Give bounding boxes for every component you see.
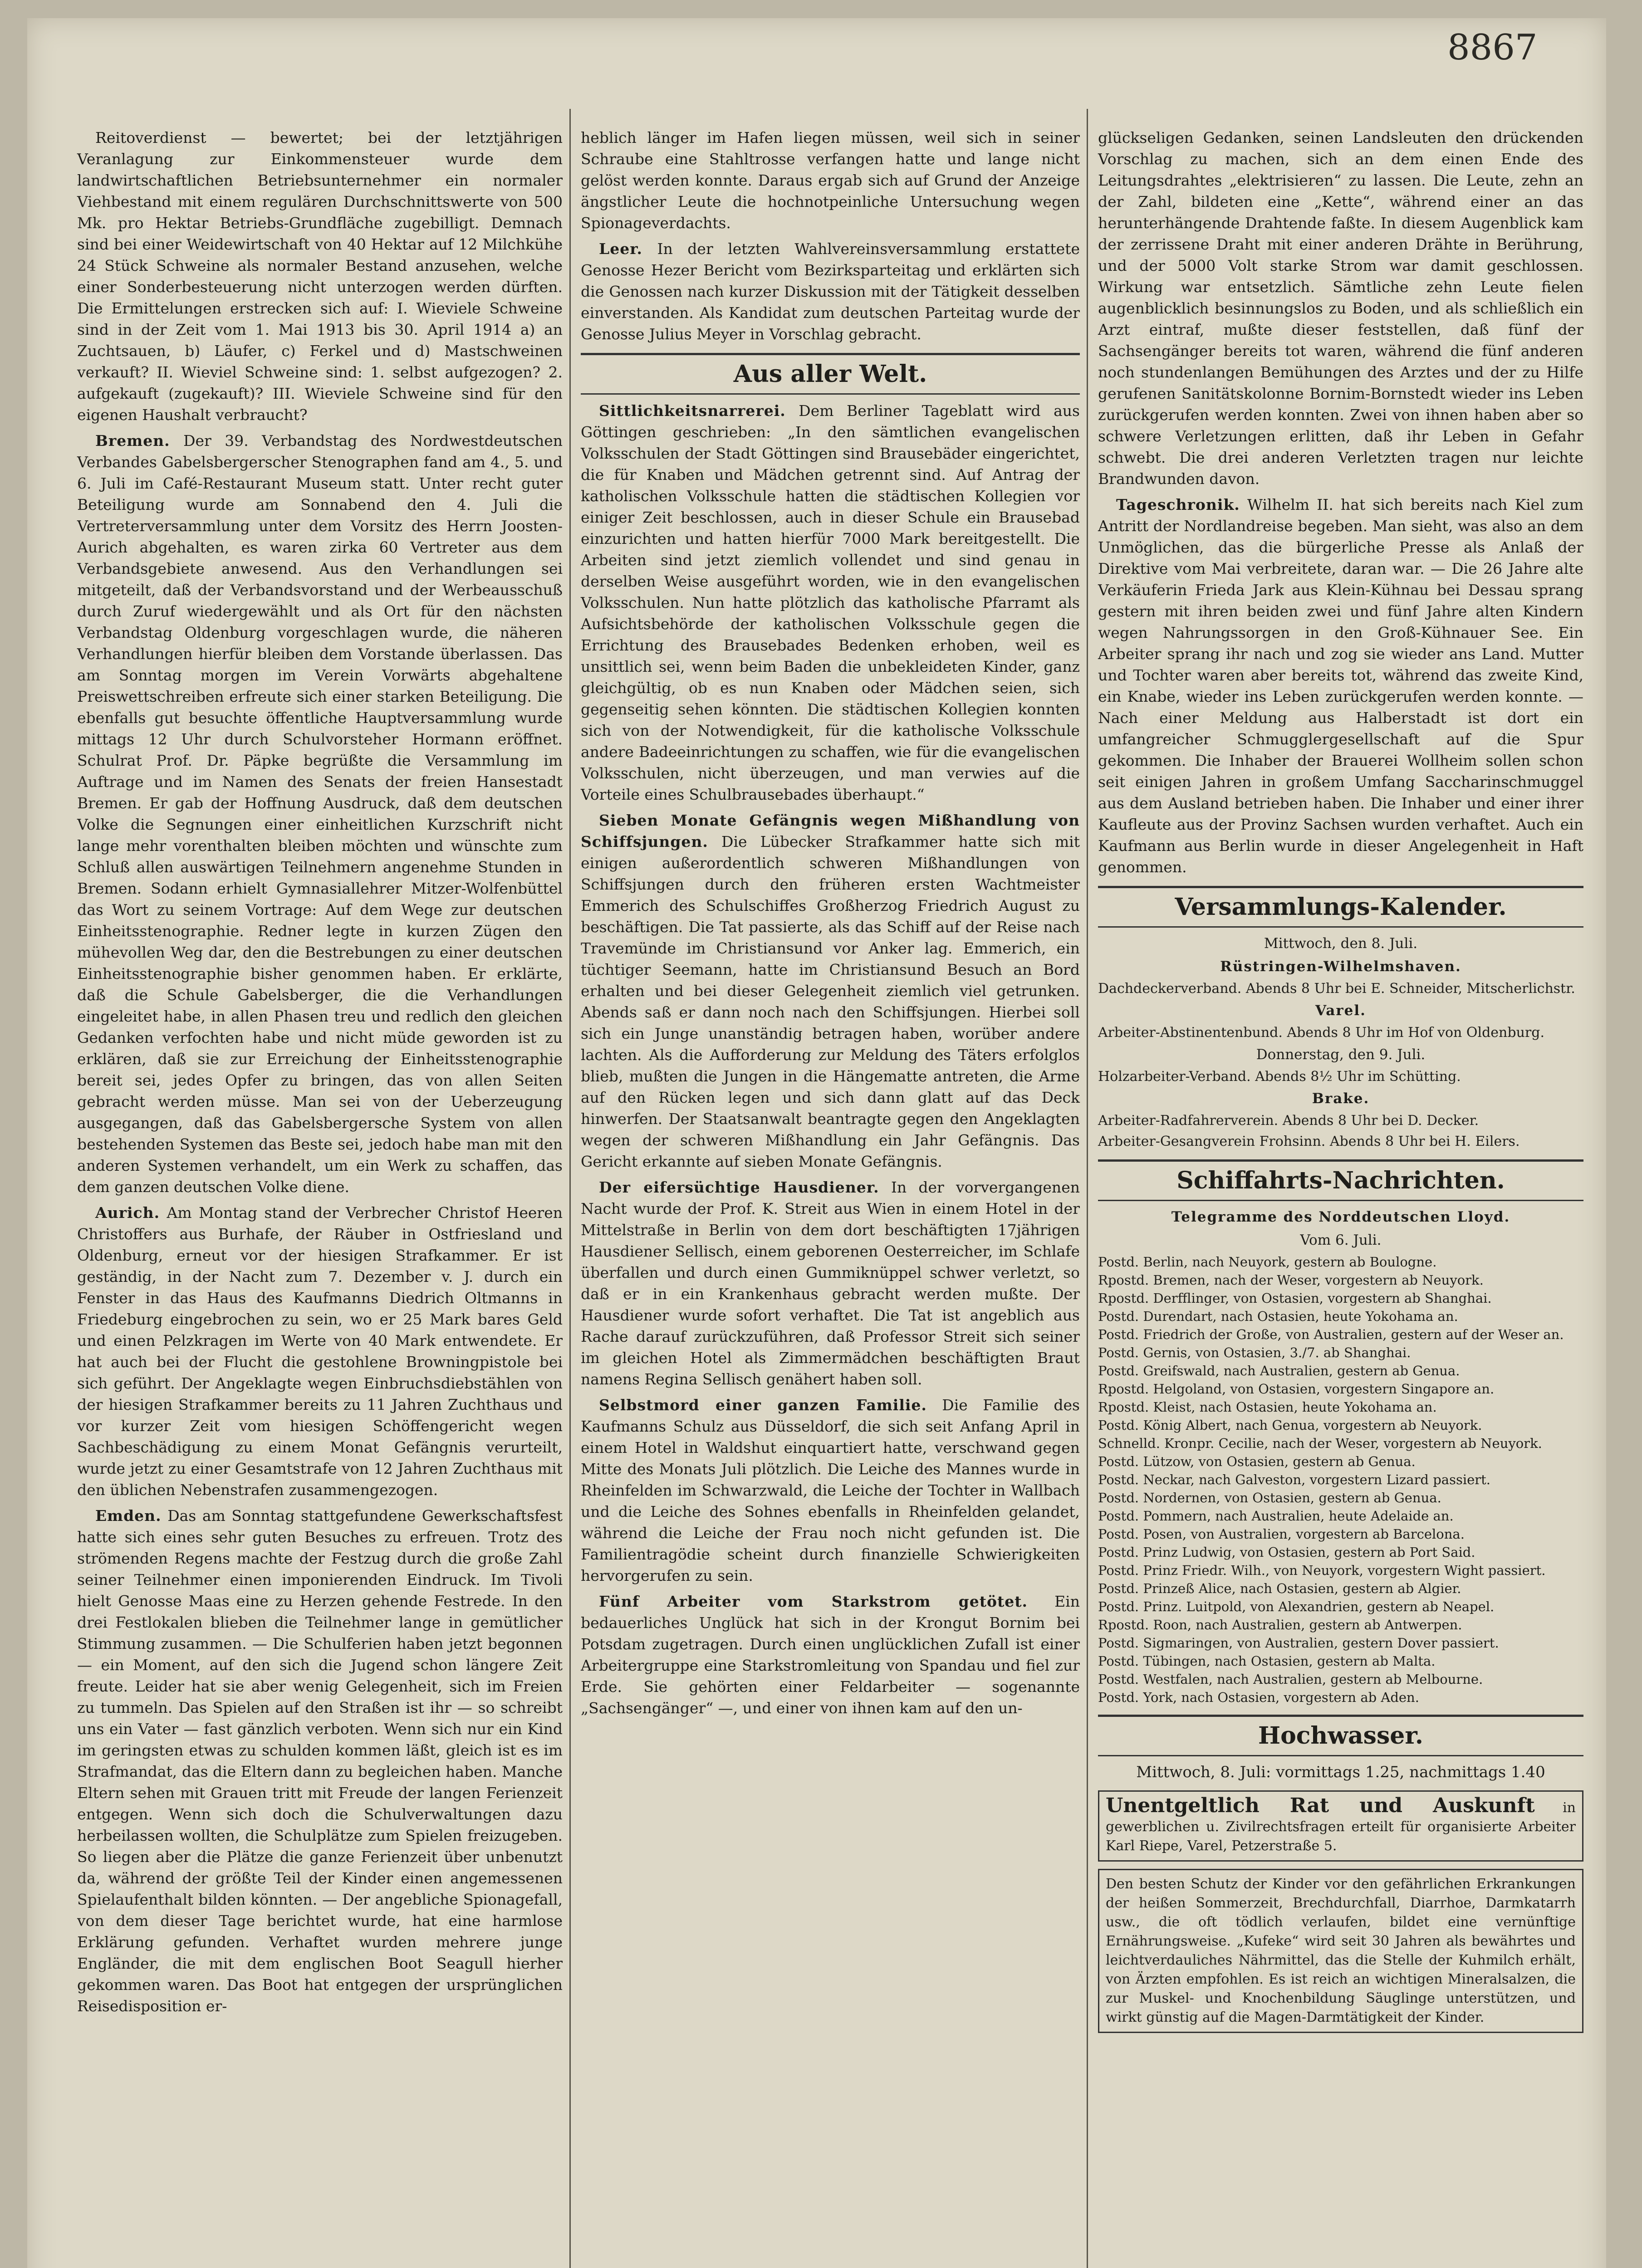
article-tageschronik: Tageschronik. Wilhelm II. hat sich bereits nach Kiel zum Antritt der Nordlandreise begeben. Man sieht, was also an dem Unmöglichen, das die bürgerliche Presse als Anlaß der Direktive vom Mai verbreitete, daran war. — Die 26 Jahre alte Verkäuferin Frieda Jark aus Klein-Kühnau bei Dessau sprang gestern mit ihren beiden zwei und fünf Jahre alten Kindern wegen Nahrungssorgen in den Groß-Kühnauer See. Ein Arbeiter sprang ihr nach und zog sie wieder ans Land. Mutter und Tochter waren aber bereits tot, während das zweite Kind, ein Knabe, wieder ins Leben zurückgerufen werden konnte. — Nach einer Meldung aus Halberstadt ist dort ein umfangreicher Schmugglergesellschaft auf die Spur gekommen. Die Inhaber der Brauerei Wollheim sollen schon seit einigen Jahren in großem Umfang Saccharinschmuggel aus dem Ausland betrieben haben. Die Inhaber und einer ihrer Kaufleute aus der Provinz Sachsen wurden verhaftet. Auch ein Kaufmann aus Berlin wurde in dieser Angelegenheit in Haft genommen. [1098,496,1583,876]
kalender-day: Donnerstag, den 9. Juli. [1256,1046,1426,1063]
column-1 [77,127,563,2021]
kalender-entry: Holzarbeiter-Verband. Abends 8½ Uhr im Schütting. [1098,1069,1461,1085]
advertisement-kufeke [1098,1869,1583,2033]
article-continuation: heblich länger im Hafen liegen müssen, weil sich in seiner Schraube eine Stahltrosse verfangen hatte und lange nicht gelöst werden konnte. Daraus ergab sich auf Grund der Anzeige ängstlicher Leute die hochnotpeinliche Untersuchung wegen Spionageverdachts. [581,129,1080,232]
schiffahrt-line: Postd. Berlin, nach Neuyork, gestern ab Boulogne. [1098,1254,1437,1270]
hochwasser-header: Hochwasser. [1098,1715,1583,1756]
schiffahrt-line: Postd. Nordernen, von Ostasien, gestern ab Genua. [1098,1490,1441,1505]
article-leer: Leer. In der letzten Wahlvereinsversammlung erstattete Genosse Hezer Bericht vom Bezirksparteitag und erklärten sich die Genossen nach kurzer Diskussion mit der Tätigkeit desselben einverstanden. Als Kandidat zum deutschen Parteitag wurde der Genosse Julius Meyer in Vorschlag gebracht. [581,240,1080,343]
article-emden: Emden. Das am Sonntag stattgefundene Gewerkschaftsfest hatte sich eines sehr guten Besuches zu erfreuen. Trotz des strömenden Regens machte der Festzug durch die große Zahl seiner Teilnehmer einen imponierenden Eindruck. Im Tivoli hielt Genosse Maas eine zu Herzen gehende Festrede. In den drei Festlokalen blieben die Teilnehmer lange in gemütlicher Stimmung zusammen. — Die Schulferien haben jetzt begonnen — ein Moment, auf den sich die Jugend schon längere Zeit freute. Leider hat sie aber wenig Gelegenheit, sich im Freien zu tummeln. Das Spielen auf den Straßen ist ihr — so schreibt uns ein Vater — fast gänzlich verboten. Wenn sich nur ein Kind im geringsten etwas zu schulden kommen läßt, gleich ist es im Strafmandat, das die Eltern dann zu begleichen haben. Manche Eltern sehen mit Grauen tritt mit Freude der langen Ferienzeit entgegen. Wenn sich doch die Schulverwaltungen dazu herbeilassen wollten, die Schulplätze zum Spielen freizugeben. So liegen aber die Plätze die ganze Ferienzeit über unbenutzt da, während der größte Teil der Kinder einen angemessenen Spielaufenthalt bilden könnten. — Der angebliche Spionagefall, von dem dieser Tage berichtet wurde, hat eine harmlose Erklärung gefunden. Verhaftet wurden mehrere junge Engländer, die mit dem englischen Boot Seagull hierher gekommen waren. Das Boot hat entgegen der ursprünglichen Reisedisposition er- [77,1507,563,2015]
schiffahrt-line: Postd. Pommern, nach Australien, heute Adelaide an. [1098,1508,1454,1524]
schiffahrt-line: Postd. Prinz. Luitpold, von Alexandrien, gestern ab Neapel. [1098,1599,1495,1614]
column-3 [1098,127,1583,2033]
schiffahrt-line: Rpostd. Kleist, nach Ostasien, heute Yokohama an. [1098,1399,1437,1415]
advertisement-rat [1098,1790,1583,1862]
schiffahrt-line: Rpostd. Helgoland, von Ostasien, vorgestern Singapore an. [1098,1381,1495,1397]
section-header: Aus aller Welt. [581,353,1080,395]
column-rule [1087,109,1088,2268]
schiffahrt-line: Postd. Posen, von Australien, vorgestern ab Barcelona. [1098,1526,1465,1542]
kalender-city: Brake. [1312,1090,1370,1107]
kalender-entry: Arbeiter-Gesangverein Frohsinn. Abends 8 Uhr bei H. Eilers. [1098,1134,1520,1149]
schiffahrt-line: Postd. Friedrich der Große, von Australien, gestern auf der Weser an. [1098,1327,1564,1342]
kalender-day: Mittwoch, den 8. Juli. [1264,935,1418,952]
schiffahrt-header: Schiffahrts-Nachrichten. [1098,1159,1583,1201]
kalender-entry: Arbeiter-Abstinentenbund. Abends 8 Uhr im Hof von Oldenburg. [1098,1025,1544,1041]
kalender-city: Rüstringen-Wilhelmshaven. [1220,958,1461,975]
article-item: Der eifersüchtige Hausdiener. In der vorvergangenen Nacht wurde der Prof. K. Streit aus Wien in einem Hotel in der Mittelstraße in Berlin von dem dort beschäftigten 17jährigen Hausdiener Sellisch, einem geborenen Oesterreicher, im Schlafe überfallen und durch einen Gummiknüppel schwer verletzt, so daß er in ein Krankenhaus gebracht werden mußte. Der Hausdiener wurde sofort verhaftet. Die Tat ist angeblich aus Rache darauf zurückzuführen, daß Professor Streit sich seiner im gleichen Hotel als Zimmermädchen beschäftigten Braut namens Regina Sellisch genähert haben soll. [581,1178,1080,1388]
kalender-entry: Dachdeckerverband. Abends 8 Uhr bei E. Schneider, Mitscherlichstr. [1098,981,1575,997]
column-rule [569,109,571,2268]
ad-text: in gewerblichen u. Zivilrechtsfragen erteilt für organisierte Arbeiter Karl Riepe, Varel, Petzerstraße 5. [1106,1800,1576,1854]
schiffahrt-line: Postd. Gernis, von Ostasien, 3./7. ab Shanghai. [1098,1345,1411,1360]
schiffahrt-line: Postd. Prinz Friedr. Wilh., von Neuyork, vorgestern Wight passiert. [1098,1563,1546,1578]
article-continuation: glückseligen Gedanken, seinen Landsleuten den drückenden Vorschlag zu machen, sich an dem einen Ende des Leitungsdrahtes „elektrisieren“ zu lassen. Die Leute, zehn an der Zahl, bildeten eine „Kette“, während einer an das herunterhängende Drahtende faßte. In diesem Augenblick kam der zerrissene Draht mit einer anderen Drähte in Berührung, und der 5000 Volt starke Strom war damit geschlossen. Wirkung war entsetzlich. Sämtliche zehn Leute fielen augenblicklich besinnungslos zu Boden, und als schließlich ein Arzt eintraf, mußte dieser feststellen, daß fünf der Sachsengänger bereits tot waren, während die fünf anderen noch stundenlangen Bemühungen des Arztes und der zu Hilfe gerufenen Sanitätskolonne Bornim-Bornstedt wieder ins Leben zurückgerufen werden konnten. Zwei von ihnen haben aber so schwere Verletzungen erlitten, daß ihr Leben in Gefahr schwebt. Die drei anderen Verletzten tragen nur leichte Brandwunden davon. [1098,129,1583,488]
schiffahrt-line: Rpostd. Derfflinger, von Ostasien, vorgestern ab Shanghai. [1098,1290,1492,1306]
schiffahrt-line: Postd. König Albert, nach Genua, vorgestern ab Neuyork. [1098,1418,1482,1433]
schiffahrt-line: Rpostd. Roon, nach Australien, gestern ab Antwerpen. [1098,1617,1462,1633]
schiffahrt-line: Postd. Neckar, nach Galveston, vorgestern Lizard passiert. [1098,1472,1491,1487]
schiffahrt-line: Postd. Prinz Ludwig, von Ostasien, gestern ab Port Said. [1098,1545,1475,1560]
article-bremen: Bremen. Der 39. Verbandstag des Nordwestdeutschen Verbandes Gabelsbergerscher Stenographen fand am 4., 5. und 6. Juli im Café-Restaurant Museum statt. Unter recht guter Beteiligung wurde am Sonnabend den 4. Juli die Vertreterversammlung unter dem Vorsitz des Herrn Joosten-Aurich abgehalten, es waren zirka 60 Vertreter aus dem Verbandsgebiete anwesend. Aus den Verhandlungen sei mitgeteilt, daß der Verbandsvorstand und der Werbeausschuß durch Zuruf wiedergewählt und als Ort für den nächsten Verbandstag Oldenburg vorgeschlagen wurde, die näheren Verhandlungen hierfür bleiben dem Vorstande überlassen. Das am Sonntag morgen im Verein Vorwärts abgehaltene Preiswettschreiben erfreute sich einer starken Beteiligung. Die ebenfalls gut besuchte öffentliche Hauptversammlung wurde mittags 12 Uhr durch Schulvorsteher Hormann eröffnet. Schulrat Prof. Dr. Päpke begrüßte die Versammlung im Auftrage und im Namen des Senats der freien Hansestadt Bremen. Er gab der Hoffnung Ausdruck, daß dem deutschen Volke die Segnungen einer einheitlichen Kurzschrift nicht lange mehr vorenthalten bleiben möchten und wünschte zum Schluß allen auswärtigen Teilnehmern angenehme Stunden in Bremen. Sodann erhielt Gymnasiallehrer Mitzer-Wolfenbüttel das Wort zu seinem Vortrage: Auf dem Wege zur deutschen Einheitsstenographie. Redner legte in kurzen Zügen den mühevollen Weg dar, den die Bestrebungen zu einer deutschen Einheitsstenographie bisher genommen haben. Er erklärte, daß die Schule Gabelsberger, die die Verhandlungen eingeleitet habe, in allen Phasen treu und redlich den gleichen Gedanken verfochten habe und nicht müde geworden ist zu erklären, daß sie zur Erreichung der Einheitsstenographie bereit sei, jedes Opfer zu bringen, das von allen Seiten gebracht werden müsse. Man sei von der Ueberzeugung ausgegangen, daß das Gabelsbergersche System von allen bestehenden Systemen das Beste sei, jedoch habe man mit den anderen Systemen verhandelt, um ein Werk zu schaffen, das dem ganzen deutschen Volke diene. [77,432,563,1196]
article-item: Selbstmord einer ganzen Familie. Die Familie des Kaufmanns Schulz aus Düsseldorf, die sich seit Anfang April in einem Hotel in Waldshut einquartiert hatte, verschwand gegen Mitte des Monats Juli plötzlich. Die Leiche des Mannes wurde in Rheinfelden im Schwarzwald, die Leiche der Tochter in Wallbach und die Leiche des Sohnes ebenfalls in Rheinfelden gelandet, während die Leiche der Frau noch nicht gefunden ist. Die Familientragödie scheint durch finanzielle Schwierigkeiten hervorgerufen zu sein. [581,1396,1080,1584]
column-2 [581,127,1080,1723]
ad-title: Unentgeltlich Rat und Auskunft [1106,1794,1535,1817]
schiffahrt-subheader: Telegramme des Norddeutschen Lloyd. [1171,1209,1510,1225]
newspaper-page [27,18,1606,2268]
schiffahrt-line: Postd. Greifswald, nach Australien, gestern ab Genua. [1098,1363,1460,1378]
schiffahrt-line: Postd. Lützow, von Ostasien, gestern ab Genua. [1098,1454,1416,1469]
schiffahrt-line: Schnelld. Kronpr. Cecilie, nach der Weser, vorgestern ab Neuyork. [1098,1436,1542,1451]
schiffahrt-line: Postd. Tübingen, nach Ostasien, gestern ab Malta. [1098,1653,1436,1669]
schiffahrt-line: Rpostd. Bremen, nach der Weser, vorgestern ab Neuyork. [1098,1272,1484,1288]
hochwasser-times: Mittwoch, 8. Juli: vormittags 1.25, nachmittags 1.40 [1136,1763,1545,1781]
schiffahrt-line: Postd. Westfalen, nach Australien, gestern ab Melbourne. [1098,1672,1483,1687]
schiffahrt-list [1098,1253,1583,1706]
article-item: Sieben Monate Gefängnis wegen Mißhandlung von Schiffsjungen. Die Lübecker Strafkammer hatte sich mit einigen außerordentlich schweren Mißhandlungen von Schiffsjungen durch den früheren ersten Wachtmeister Emmerich des Schulschiffes Großherzog Friedrich August zu beschäftigen. Die Tat passierte, als das Schiff auf der Reise nach Travemünde im Christiansund vor Anker lag. Emmerich, ein tüchtiger Seemann, hatte im Christiansund Besuch an Bord erhalten und bei dieser Gelegenheit ziemlich viel getrunken. Abends saß er dann noch nach den Schiffsjungen. Hierbei soll sich ein Junge unanständig betragen haben, worüber andere lachten. Als die Aufforderung zur Meldung des Täters erfolglos blieb, mußten die Jungen in die Hängematte antreten, die Arme auf den Rücken legen und sich dann glatt auf das Deck hinwerfen. Der Staatsanwalt beantragte gegen den Angeklagten wegen der schweren Mißhandlung ein Jahr Gefängnis. Das Gericht erkannte auf sieben Monate Gefängnis. [581,811,1080,1170]
article-paragraph: Reitoverdienst — bewertet; bei der letztjährigen Veranlagung zur Einkommensteuer wurde dem landwirtschaftlichen Betriebsunternehmer ein normaler Viehbestand mit einem regulären Durchschnittswerte von 500 Mk. pro Hektar Betriebs-Grundfläche zugebilligt. Demnach sind bei einer Weidewirtschaft von 40 Hektar auf 12 Milchkühe 24 Stück Schweine als normaler Bestand anzusehen, welche einer Sonderbesteuerung nicht unterzogen werden dürften. Die Ermittelungen erstrecken sich auf: I. Wieviele Schweine sind in der Zeit vom 1. Mai 1913 bis 30. April 1914 a) an Zuchtsauen, b) Läufer, c) Ferkel und d) Mastschweinen verkauft? II. Wieviel Schweine sind: 1. selbst aufgezogen? 2. aufgekauft (zugekauft)? III. Wieviele Schweine sind für den eigenen Haushalt verbraucht? [77,129,563,424]
schiffahrt-line: Postd. Sigmaringen, von Australien, gestern Dover passiert. [1098,1635,1499,1651]
schiffahrt-line: Postd. Durendart, nach Ostasien, heute Yokohama an. [1098,1309,1458,1324]
article-item: Fünf Arbeiter vom Starkstrom getötet. Ein bedauerliches Unglück hat sich in der Krongut Bornim bei Potsdam zugetragen. Durch einen unglücklichen Zufall ist einer Arbeitergruppe eine Starkstromleitung von Spandau und fiel zur Erde. Sie gehörten einer Feldarbeiter — sogenannte „Sachsengänger“ —, und einer von ihnen kam auf den un- [581,1593,1080,1717]
kalender-city: Varel. [1315,1002,1366,1019]
schiffahrt-line: Postd. Prinzeß Alice, nach Ostasien, gestern ab Algier. [1098,1581,1461,1596]
ad-text: Den besten Schutz der Kinder vor den gefährlichen Erkrankungen der heißen Sommerzeit, Brechdurchfall, Diarrhoe, Darmkatarrh usw., die oft tödlich verlaufen, bildet eine vernünftige Ernährungsweise. „Kufeke“ wird seit 30 Jahren als bewährtes und leichtverdauliches Nährmittel, das die Stelle der Kuhmilch erhält, von Ärzten empfohlen. Es ist reich an wichtigen Mineralsalzen, die zur Muskel- und Knochenbildung Säuglinge unterstützen, und wirkt günstig auf die Magen-Darmtätigkeit der Kinder. [1106,1876,1576,2025]
schiffahrt-date: Vom 6. Juli. [1300,1232,1382,1248]
kalender-entry: Arbeiter-Radfahrerverein. Abends 8 Uhr bei D. Decker. [1098,1113,1479,1129]
article-item: Sittlichkeitsnarrerei. Dem Berliner Tageblatt wird aus Göttingen geschrieben: „In den sämtlichen evangelischen Volksschulen der Stadt Göttingen sind Brausebäder eingerichtet, die für Knaben und Mädchen getrennt sind. Auf Antrag der katholischen Volksschule hatten die städtischen Kollegien vor einiger Zeit beschlossen, auch in dieser Schule ein Brausebad einzurichten und hatten hierfür 7000 Mark bereitgestellt. Die Arbeiten sind jetzt ziemlich vollendet und sind genau in derselben Weise ausgeführt worden, wie in den evangelischen Volksschulen. Nun hatte plötzlich das katholische Pfarramt als Aufsichtsbehörde der katholischen Volksschule gegen die Errichtung des Brausebades Bedenken erhoben, weil es unsittlich sei, wenn beim Baden die unbekleideten Kinder, ganz gleichgültig, ob es nun Knaben oder Mädchen seien, sich gegenseitig sehen könnten. Die städtischen Kollegien konnten sich von der Notwendigkeit, für die katholische Volksschule andere Badeeinrichtungen zu schaffen, wie für die evangelischen Volksschulen, nicht überzeugen, und man verwies auf die Vorteile eines Schulbrausebades überhaupt.“ [581,402,1080,803]
page-number: 8867 [1447,27,1538,68]
schiffahrt-line: Postd. York, nach Ostasien, vorgestern ab Aden. [1098,1690,1419,1705]
article-aurich: Aurich. Am Montag stand der Verbrecher Christof Heeren Christoffers aus Burhafe, der Räuber in Ostfriesland und Oldenburg, erneut vor der hiesigen Strafkammer. Er ist geständig, in der Nacht zum 7. Dezember v. J. durch ein Fenster in das Haus des Kaufmanns Diedrich Oltmanns in Friedeburg eingebrochen zu sein, wo er 25 Mark bares Geld und einen Pelzkragen im Werte von 40 Mark entwendete. Er hat auch bei der Flucht die gestohlene Browningpistole bei sich geführt. Der Angeklagte wegen Einbruchsdiebstählen von der hiesigen Strafkammer bereits zu 11 Jahren Zuchthaus und vor kurzer Zeit vom hiesigen Schöffengericht wegen Sachbeschädigung zu einem Monat Gefängnis verurteilt, wurde jetzt zu einer Gesamtstrafe von 12 Jahren Zuchthaus mit den üblichen Nebenstrafen zusammengezogen. [77,1204,563,1499]
kalender-header: Versammlungs-Kalender. [1098,886,1583,928]
